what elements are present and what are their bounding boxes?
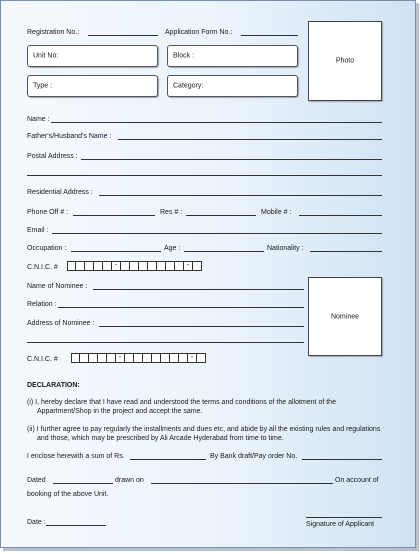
age-label: Age : xyxy=(164,245,181,252)
occupation-line[interactable] xyxy=(71,251,161,252)
declaration-item-1-line-2: Appartment/Shop in the project and accept the same. xyxy=(37,408,203,415)
nominee-name-line[interactable] xyxy=(93,289,304,290)
declaration-item-2-line-1: (ii) I further agree to pay regularly the installments and dues etc, and abide by all the existing rules and regulations xyxy=(27,426,381,433)
res-label: Res # : xyxy=(160,209,183,216)
category-field[interactable]: Category: xyxy=(167,75,298,97)
postal-address-line-2[interactable] xyxy=(27,175,382,176)
declaration-item-2-line-2: and those, which may be prescribed by Ali Arcade Hyderabad from time to time. xyxy=(37,435,284,442)
dated-label: Dated xyxy=(27,477,46,484)
relation-label: Relation : xyxy=(27,301,57,308)
father-husband-name-label: Father's/Husband's Name : xyxy=(27,133,112,140)
mobile-label: Mobile # : xyxy=(261,209,292,216)
father-husband-name-line[interactable] xyxy=(118,139,382,140)
application-form-no-line[interactable] xyxy=(241,35,298,36)
residential-address-line[interactable] xyxy=(99,195,382,196)
res-line[interactable] xyxy=(186,215,256,216)
bank-draft-line[interactable] xyxy=(302,459,382,460)
phone-off-line[interactable] xyxy=(73,215,155,216)
nominee-cnic-cells[interactable]: - - xyxy=(71,353,206,363)
signature-line[interactable] xyxy=(306,517,382,518)
nominee-address-label: Address of Nominee : xyxy=(27,320,95,327)
date-line[interactable] xyxy=(46,525,106,526)
type-field[interactable]: Type : xyxy=(27,75,158,97)
nominee-cnic-label: C.N.I.C. # xyxy=(27,356,58,363)
sum-line[interactable] xyxy=(130,459,206,460)
nationality-line[interactable] xyxy=(310,251,382,252)
email-label: Email : xyxy=(27,227,49,234)
registration-no-label: Registration No.: xyxy=(27,29,80,36)
drawn-on-line[interactable] xyxy=(151,483,333,484)
signature-label: Signature of Applicant xyxy=(306,521,375,528)
nominee-photo-box[interactable]: Nominee xyxy=(308,277,382,356)
bank-draft-label: By Bank draft/Pay order No. xyxy=(210,453,298,460)
nominee-name-label: Name of Nominee : xyxy=(27,283,88,290)
cnic-label: C.N.I.C. # xyxy=(27,264,58,271)
mobile-line[interactable] xyxy=(299,215,382,216)
postal-address-label: Postal Address : xyxy=(27,153,78,160)
booking-label: booking of the above Unit. xyxy=(27,491,109,498)
occupation-label: Occupation : xyxy=(27,245,67,252)
name-label: Name : xyxy=(27,116,50,123)
nominee-address-line-1[interactable] xyxy=(99,326,304,327)
residential-address-label: Residential Address : xyxy=(27,189,93,196)
enclose-sum-label: I enclose herewith a sum of Rs. xyxy=(27,453,125,460)
nominee-address-line-2[interactable] xyxy=(27,342,304,343)
email-line[interactable] xyxy=(52,233,382,234)
dated-line[interactable] xyxy=(53,483,113,484)
drawn-on-label: drawn on xyxy=(115,477,144,484)
registration-no-line[interactable] xyxy=(88,35,158,36)
age-line[interactable] xyxy=(184,251,264,252)
application-form-no-label: Application Form No.: xyxy=(165,29,233,36)
photo-box[interactable]: Photo xyxy=(308,21,382,101)
date-label: Date : xyxy=(27,519,46,526)
declaration-heading: DECLARATION: xyxy=(27,382,80,389)
cnic-cells[interactable]: - - xyxy=(67,261,202,271)
nationality-label: Nationality : xyxy=(267,245,304,252)
phone-off-label: Phone Off # : xyxy=(27,209,69,216)
name-line[interactable] xyxy=(51,122,382,123)
on-account-label: On account of xyxy=(335,477,379,484)
unit-no-field[interactable]: Unit No: xyxy=(27,45,158,67)
relation-line[interactable] xyxy=(58,307,304,308)
declaration-item-1-line-1: (i) I, hereby declare that I have read and understood the terms and conditions of the allotment of the xyxy=(27,399,336,406)
block-field[interactable]: Block : xyxy=(167,45,298,67)
postal-address-line-1[interactable] xyxy=(81,159,382,160)
